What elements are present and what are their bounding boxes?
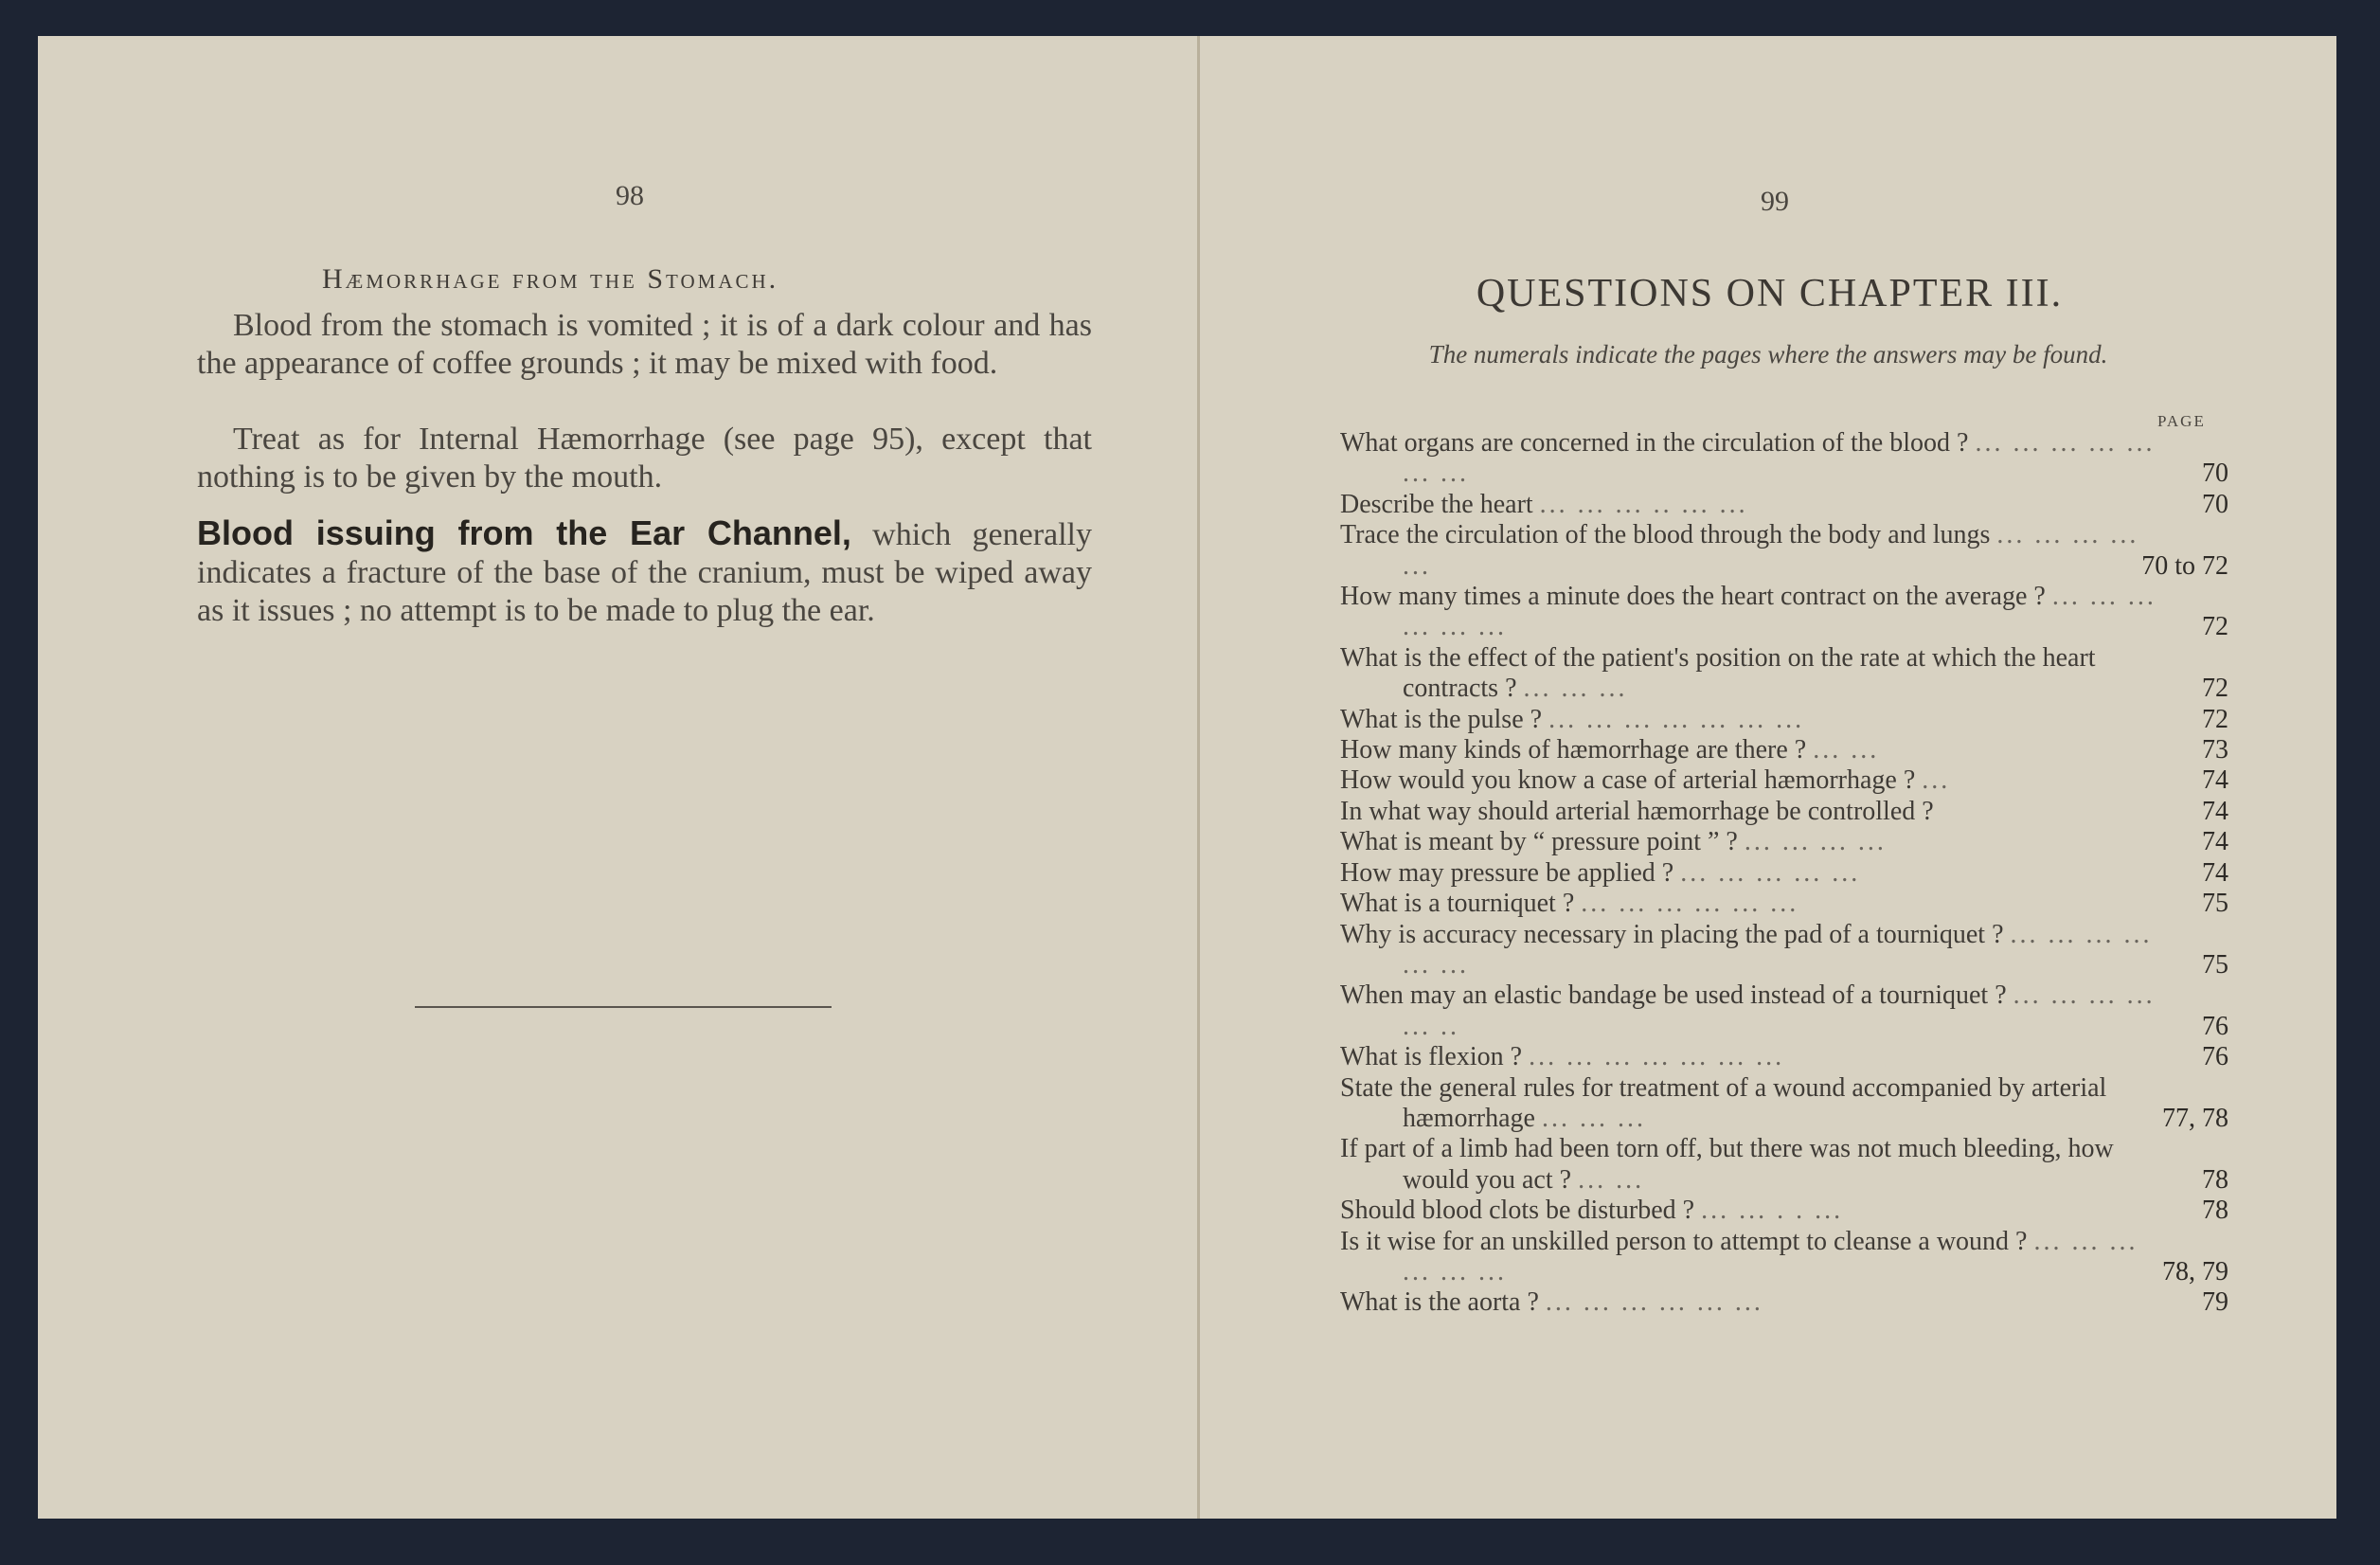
- question-page: 74: [2202, 827, 2228, 857]
- page-column-label: PAGE: [2157, 412, 2206, 430]
- question-item: What is a tourniquet ? ... ... ... ... ... ... 75: [1340, 889, 2228, 919]
- question-item: When may an elastic bandage be used instead of a tourniquet ? ... ... ... ... ... .. 76: [1340, 980, 2228, 1041]
- question-item: Trace the circulation of the blood through the body and lungs ... ... ... ... ... 70 to 72: [1340, 520, 2228, 581]
- question-item: What is the effect of the patient's position on the rate at which the heart contracts ? ... ... ... 72: [1340, 642, 2228, 704]
- subtitle: The numerals indicate the pages where the answers may be found.: [1428, 340, 2108, 369]
- question-text: Should blood clots be disturbed ?: [1340, 1196, 1695, 1226]
- ear-heading: Blood issuing from the Ear Channel,: [197, 513, 851, 552]
- question-text: What is flexion ?: [1340, 1042, 1523, 1072]
- question-page: 72: [2202, 704, 2228, 734]
- page-number-left: 98: [616, 180, 644, 211]
- question-text: How many times a minute does the heart contract on the average ?: [1340, 582, 2046, 612]
- paragraph-treatment-text: Treat as for Internal Hæmorrhage (see page 95), except that nothing is to be given by the mouth.: [197, 422, 1092, 495]
- question-page: 70 to 72: [2141, 550, 2228, 581]
- question-page: 76: [2202, 1011, 2228, 1041]
- question-text: How many kinds of hæmorrhage are there ?: [1340, 735, 1807, 765]
- question-item: What is the aorta ? ... ... ... ... ... ... 79: [1340, 1287, 2228, 1318]
- question-page: 77, 78: [2162, 1103, 2228, 1133]
- question-text: How may pressure be applied ?: [1340, 857, 1674, 888]
- question-item: How would you know a case of arterial hæmorrhage ? ... 74: [1340, 765, 2228, 796]
- question-page: 74: [2202, 796, 2228, 826]
- question-text: If part of a limb had been torn off, but there was not much bleeding, how would you act ?: [1340, 1134, 2114, 1195]
- question-page: 78: [2202, 1164, 2228, 1195]
- question-page: 74: [2202, 857, 2228, 888]
- question-item: Is it wise for an unskilled person to attempt to cleanse a wound ? ... ... ... ... ... ... 78, 79: [1340, 1226, 2228, 1286]
- question-item: How many kinds of hæmorrhage are there ? ... ... 73: [1340, 735, 2228, 765]
- paragraph-treatment: [197, 421, 1092, 496]
- question-text: What is the pulse ?: [1340, 704, 1543, 734]
- question-page: 70: [2202, 489, 2228, 519]
- question-text: What is the effect of the patient's position on the rate at which the heart contracts ?: [1340, 642, 2096, 704]
- question-text: How would you know a case of arterial hæmorrhage ?: [1340, 765, 1916, 796]
- question-page: 72: [2202, 612, 2228, 642]
- question-list: [1340, 428, 2228, 1319]
- question-text: When may an elastic bandage be used instead of a tourniquet ?: [1340, 980, 2007, 1011]
- question-page: 75: [2202, 949, 2228, 980]
- question-page: 70: [2202, 459, 2228, 489]
- question-text: Trace the circulation of the blood through the body and lungs: [1340, 520, 1991, 550]
- question-item: Should blood clots be disturbed ? ... ... . . ... 78: [1340, 1196, 2228, 1226]
- page-number-right: 99: [1761, 186, 1789, 217]
- question-item: If part of a limb had been torn off, but there was not much bleeding, how would you act ? ... ... 78: [1340, 1134, 2228, 1195]
- question-item: What is flexion ? ... ... ... ... ... ... ... 76: [1340, 1042, 2228, 1072]
- chapter-title: QUESTIONS ON CHAPTER III.: [1476, 272, 2064, 315]
- question-page: 74: [2202, 765, 2228, 796]
- question-item: State the general rules for treatment of a wound accompanied by arterial hæmorrhage ... ... ... 77, 78: [1340, 1072, 2228, 1133]
- paragraph-stomach-text: Blood from the stomach is vomited ; it is of a dark colour and has the appearance of coffee grounds ; it may be mixed with food.: [197, 308, 1092, 381]
- question-item: [1340, 796, 2228, 827]
- question-page: 73: [2202, 735, 2228, 765]
- section-divider: [415, 1006, 832, 1008]
- question-item: How many times a minute does the heart contract on the average ? ... ... ... ... ... ... 72: [1340, 582, 2228, 642]
- question-text: What is the aorta ?: [1340, 1287, 1539, 1318]
- question-page: 78, 79: [2162, 1256, 2228, 1286]
- question-text: In what way should arterial hæmorrhage be controlled ?: [1340, 796, 1934, 826]
- question-item: Why is accuracy necessary in placing the pad of a tourniquet ? ... ... ... ... ... ... 75: [1340, 919, 2228, 980]
- paragraph-ear: [197, 514, 1092, 630]
- paragraph-stomach: [197, 307, 1092, 383]
- question-item: How may pressure be applied ? ... ... ... ... ... 74: [1340, 857, 2228, 888]
- left-page: [38, 36, 1201, 1519]
- question-text: Why is accuracy necessary in placing the pad of a tourniquet ?: [1340, 919, 2004, 949]
- question-text: What is meant by “ pressure point ” ?: [1340, 827, 1738, 857]
- question-item: What organs are concerned in the circulation of the blood ? ... ... ... ... ... ... ... 70: [1340, 428, 2228, 489]
- question-page: 75: [2202, 889, 2228, 919]
- question-text: What organs are concerned in the circulation of the blood ?: [1340, 428, 1969, 458]
- question-text: Describe the heart: [1340, 489, 1533, 519]
- ear-text: which generally indicates a fracture of the base of the cranium, must be wiped away as it issues ; no attempt is to be made to plug the ear.: [197, 517, 1092, 628]
- question-page: 79: [2202, 1287, 2228, 1318]
- question-text: Is it wise for an unskilled person to attempt to cleanse a wound ?: [1340, 1226, 2028, 1256]
- section-heading: Hæmorrhage from the Stomach.: [322, 263, 779, 295]
- question-text: State the general rules for treatment of a wound accompanied by arterial hæmorrhage: [1340, 1072, 2107, 1133]
- question-item: Describe the heart ... ... ... .. ... ... 70: [1340, 489, 2228, 519]
- question-item: What is meant by “ pressure point ” ? ... ... ... ... 74: [1340, 827, 2228, 857]
- question-page: 76: [2202, 1042, 2228, 1072]
- question-page: 78: [2202, 1196, 2228, 1226]
- question-page: 72: [2202, 674, 2228, 704]
- question-item: What is the pulse ? ... ... ... ... ... ... ... 72: [1340, 704, 2228, 734]
- right-page: [1197, 36, 2336, 1519]
- question-text: What is a tourniquet ?: [1340, 889, 1575, 919]
